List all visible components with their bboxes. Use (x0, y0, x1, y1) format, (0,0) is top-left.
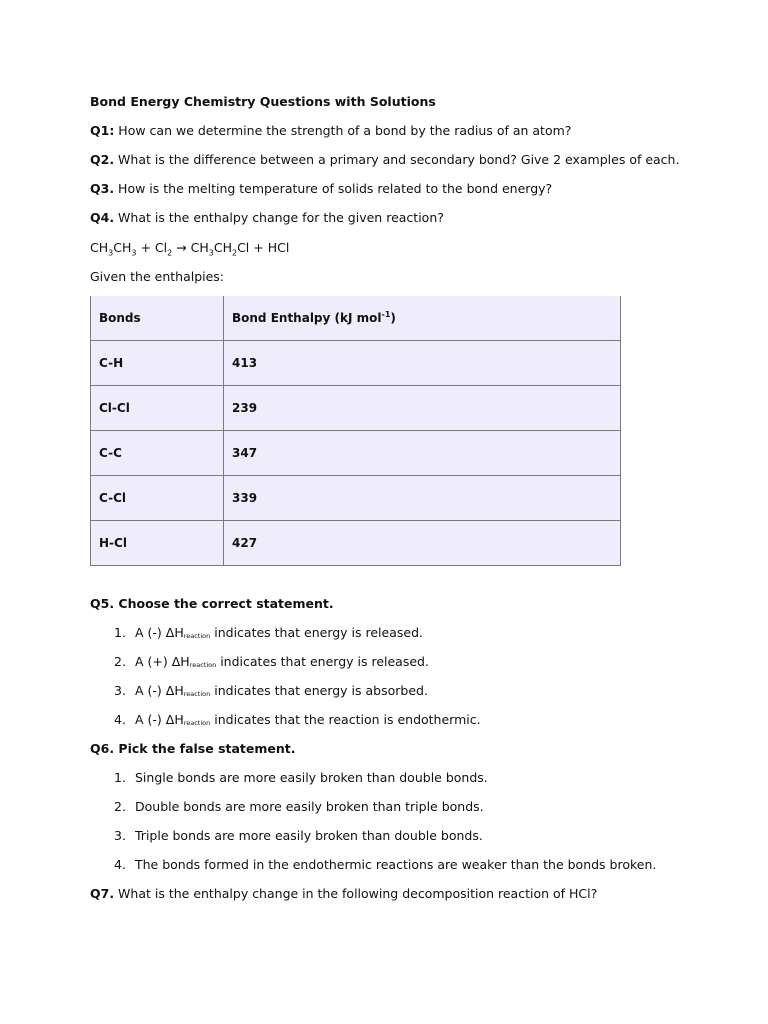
option-text-pre: A (+) ΔH (135, 654, 190, 669)
enthalpy-cell: 239 (224, 386, 621, 431)
question-4-label: Q4. (90, 210, 115, 225)
option-number: 2. (114, 654, 126, 669)
question-7-text: What is the enthalpy change in the following decomposition reaction of HCl? (114, 886, 598, 901)
list-item (90, 770, 656, 799)
enthalpy-cell: 413 (224, 341, 621, 386)
option-text-pre: A (-) ΔH (135, 712, 184, 727)
header-enthalpy-sup: -1 (381, 310, 391, 319)
question-6-label: Q6. (90, 741, 115, 756)
question-1 (90, 123, 571, 139)
reactant-1-part-a: CH (90, 240, 109, 255)
list-item (90, 799, 656, 828)
reaction-arrow-icon: → (172, 240, 191, 255)
product-2: + HCl (249, 240, 290, 255)
reactant-2: + Cl (136, 240, 168, 255)
bond-cell: C-C (91, 431, 224, 476)
table-row (91, 476, 621, 521)
document-title: Bond Energy Chemistry Questions with Solutions (90, 94, 436, 109)
bond-cell: C-H (91, 341, 224, 386)
question-3 (90, 181, 552, 197)
list-item (90, 857, 656, 886)
product-1-part-a: CH (190, 240, 209, 255)
header-bonds: Bonds (91, 296, 224, 341)
list-item (90, 712, 481, 741)
question-4-text: What is the enthalpy change for the given reaction? (114, 210, 444, 225)
reactant-1-subscript-2: 3 (131, 248, 137, 258)
option-text-post: indicates that energy is absorbed. (210, 683, 428, 698)
product-1-part-c: Cl (237, 240, 250, 255)
question-4 (90, 210, 444, 226)
enthalpy-cell: 347 (224, 431, 621, 476)
product-1-subscript-2: 2 (231, 248, 238, 258)
option-text-post: indicates that energy is released. (210, 625, 423, 640)
question-7-label: Q7. (90, 886, 115, 901)
question-6 (90, 741, 296, 757)
table-row (91, 341, 621, 386)
reaction-equation (90, 240, 289, 256)
question-5-label: Q5. (90, 596, 115, 611)
product-1-part-b: CH (213, 240, 232, 255)
question-7 (90, 886, 597, 902)
option-number: 1. (114, 770, 126, 785)
option-number: 2. (114, 799, 126, 814)
question-6-options (90, 770, 656, 886)
option-text-post: indicates that energy is released. (216, 654, 429, 669)
header-bond-enthalpy (224, 296, 621, 341)
bond-cell: C-Cl (91, 476, 224, 521)
list-item (90, 625, 481, 654)
option-text-post: indicates that the reaction is endothermic. (210, 712, 481, 727)
question-1-text: How can we determine the strength of a bond by the radius of an atom? (114, 123, 572, 138)
option-subscript: reaction (183, 690, 211, 698)
reactant-1-subscript-1: 3 (108, 248, 114, 258)
question-2-text: What is the difference between a primary and secondary bond? Give 2 examples of each. (114, 152, 680, 167)
question-5 (90, 596, 334, 612)
enthalpy-cell: 339 (224, 476, 621, 521)
option-text: Double bonds are more easily broken than triple bonds. (135, 799, 484, 814)
option-text: The bonds formed in the endothermic reactions are weaker than the bonds broken. (135, 857, 657, 872)
question-3-text: How is the melting temperature of solids related to the bond energy? (114, 181, 553, 196)
option-number: 3. (114, 683, 126, 698)
table-header-row (91, 296, 621, 341)
option-subscript: reaction (183, 632, 211, 640)
option-text: Triple bonds are more easily broken than double bonds. (135, 828, 483, 843)
option-text: Single bonds are more easily broken than double bonds. (135, 770, 488, 785)
reactant-1-part-b: CH (113, 240, 132, 255)
table-row (91, 431, 621, 476)
option-text-pre: A (-) ΔH (135, 625, 184, 640)
question-5-options (90, 625, 481, 741)
table-row (91, 386, 621, 431)
reactant-2-subscript: 2 (167, 248, 173, 258)
option-number: 1. (114, 625, 126, 640)
question-5-text: Choose the correct statement. (114, 596, 334, 611)
header-enthalpy-prefix: Bond Enthalpy (kJ mol (232, 311, 382, 325)
list-item (90, 683, 481, 712)
bond-cell: Cl-Cl (91, 386, 224, 431)
question-2 (90, 152, 679, 168)
question-3-label: Q3. (90, 181, 115, 196)
product-1-subscript-1: 3 (208, 248, 214, 258)
question-2-label: Q2. (90, 152, 115, 167)
enthalpy-cell: 427 (224, 521, 621, 566)
list-item (90, 654, 481, 683)
option-number: 4. (114, 857, 126, 872)
bond-cell: H-Cl (91, 521, 224, 566)
option-number: 3. (114, 828, 126, 843)
option-number: 4. (114, 712, 126, 727)
option-subscript: reaction (183, 719, 211, 727)
list-item (90, 828, 656, 857)
option-subscript: reaction (189, 661, 217, 669)
bond-enthalpy-table (90, 296, 621, 566)
question-6-text: Pick the false statement. (114, 741, 296, 756)
table-row (91, 521, 621, 566)
header-enthalpy-suffix: ) (390, 311, 396, 325)
question-1-label: Q1: (90, 123, 115, 138)
given-enthalpies-label: Given the enthalpies: (90, 269, 225, 284)
option-text-pre: A (-) ΔH (135, 683, 184, 698)
